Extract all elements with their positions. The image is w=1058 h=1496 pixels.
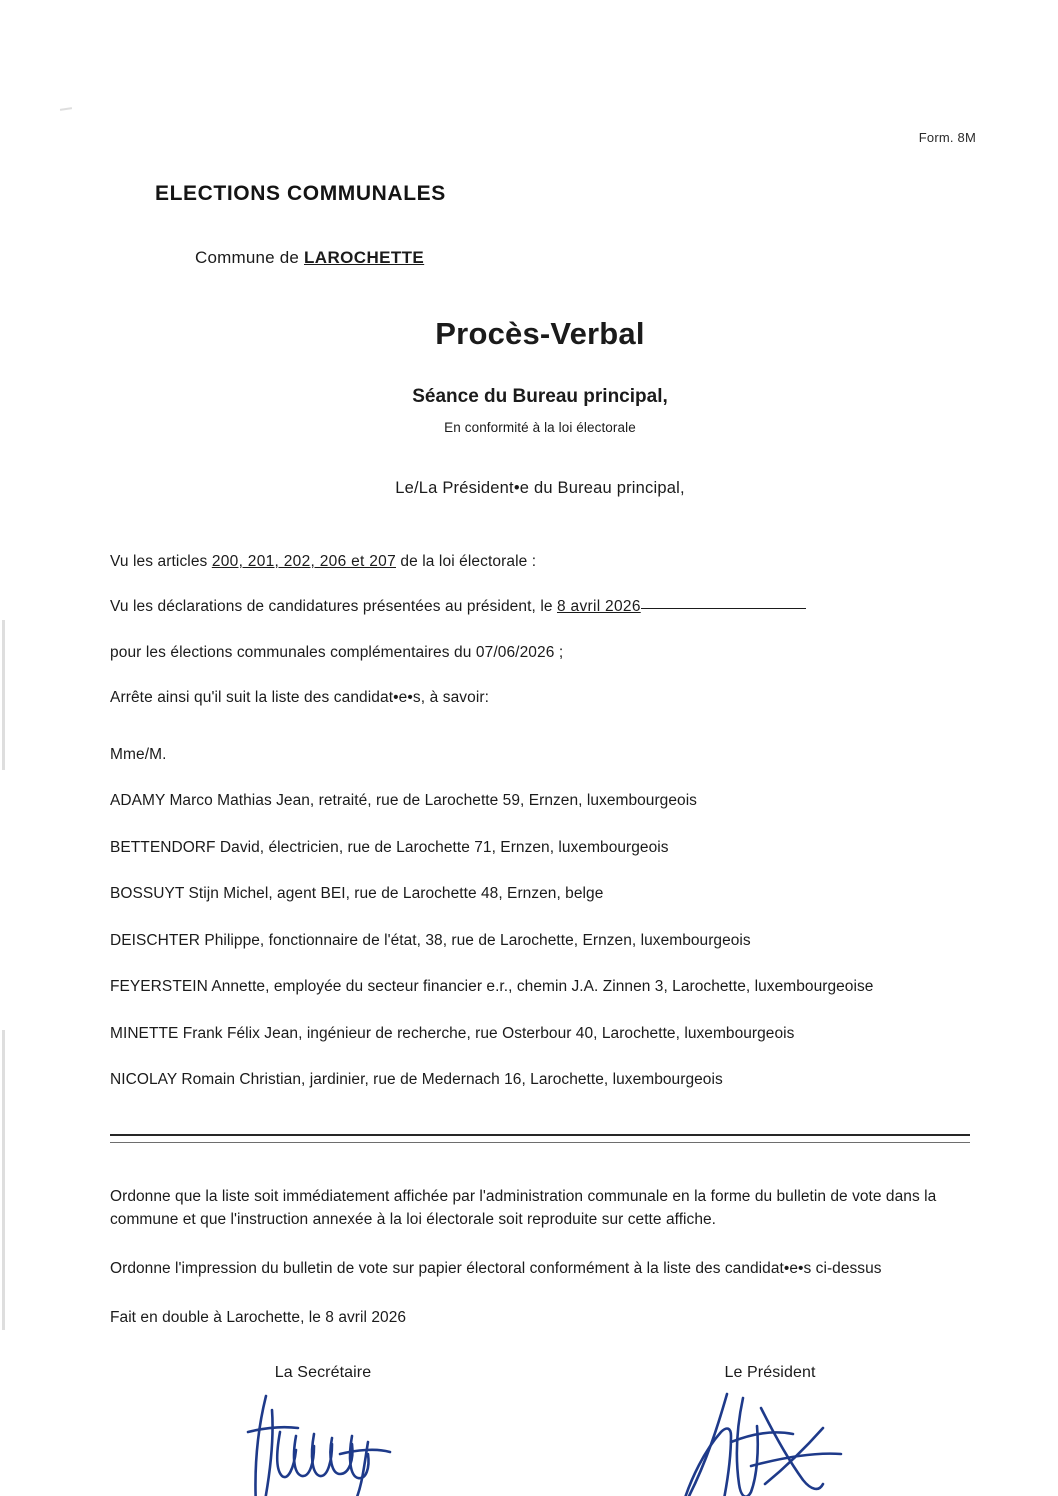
signature-area (110, 1364, 970, 1496)
elections-line: pour les élections communales complémentaires du 07/06/2026 ; (110, 643, 564, 661)
list-item: ADAMY Marco Mathias Jean, retraité, rue de Larochette 59, Ernzen, luxembourgeois (110, 792, 697, 810)
blank-fill-line (641, 608, 806, 609)
scan-edge-mark (2, 1030, 5, 1330)
signature-ink-president (665, 1388, 875, 1496)
recitals-block (110, 550, 970, 709)
vu-articles-line (110, 550, 970, 573)
signature-block-secretary (228, 1364, 418, 1496)
vu-articles-prefix: Vu les articles (110, 553, 212, 570)
page-title: ELECTIONS COMMUNALES (155, 182, 446, 205)
signature-label-president: Le Président (724, 1363, 816, 1381)
scan-edge-mark (60, 107, 72, 111)
vu-articles-suffix: de la loi électorale : (396, 553, 537, 570)
commune-label: Commune de (195, 248, 300, 267)
conformity-note: En conformité à la loi électorale (444, 420, 636, 435)
list-item: FEYERSTEIN Annette, employée du secteur financier e.r., chemin J.A. Zinnen 3, Larochette, luxembourgeoise (110, 978, 874, 996)
list-item: NICOLAY Romain Christian, jardinier, rue de Medernach 16, Larochette, luxembourgeois (110, 1071, 723, 1089)
commune-name: LAROCHETTE (304, 248, 425, 267)
list-item: BOSSUYT Stijn Michel, agent BEI, rue de Larochette 48, Ernzen, belge (110, 885, 604, 903)
arrete-line: Arrête ainsi qu'il suit la liste des candidat•e•s, à savoir: (110, 688, 490, 706)
document-subtitle: Séance du Bureau principal, (412, 386, 668, 407)
form-code: Form. 8M (918, 130, 976, 145)
signature-label-secretary: La Secrétaire (274, 1363, 372, 1381)
vu-declarations-date: 8 avril 2026 (557, 598, 641, 616)
salutation-line: Mme/M. (110, 746, 167, 763)
closing-block (110, 1185, 970, 1330)
vu-articles-value: 200, 201, 202, 206 et 207 (211, 553, 396, 570)
document-content (110, 182, 970, 1496)
order-impression-paragraph: Ordonne l'impression du bulletin de vote sur papier électoral conformément à la liste des candidat•e•s ci-dessus (110, 1260, 882, 1278)
order-affichage-paragraph: Ordonne que la liste soit immédiatement affichée par l'administration communale en la forme du bulletin de vote dans la commune et que l'instruction annexée à la loi électorale soit reproduite sur cette affiche. (110, 1187, 937, 1228)
vu-declarations-prefix: Vu les déclarations de candidatures présentées au président, le (110, 598, 557, 616)
fait-line: Fait en double à Larochette, le 8 avril 2026 (110, 1309, 407, 1327)
commune-line (195, 248, 970, 268)
list-item: BETTENDORF David, électricien, rue de Larochette 71, Ernzen, luxembourgeois (110, 838, 669, 856)
section-divider (110, 1134, 970, 1143)
list-item: DEISCHTER Philippe, fonctionnaire de l'état, 38, rue de Larochette, Ernzen, luxembourgeois (110, 931, 751, 949)
document-title: Procès-Verbal (435, 316, 645, 351)
signature-ink-secretary (228, 1388, 418, 1496)
scan-edge-mark (2, 620, 5, 770)
vu-declarations-line (110, 595, 970, 618)
president-line: Le/La Président•e du Bureau principal, (395, 479, 685, 497)
signature-block-president (665, 1364, 875, 1496)
candidate-list (110, 790, 970, 1091)
list-item: MINETTE Frank Félix Jean, ingénieur de recherche, rue Osterbour 40, Larochette, luxembourgeois (110, 1024, 795, 1042)
